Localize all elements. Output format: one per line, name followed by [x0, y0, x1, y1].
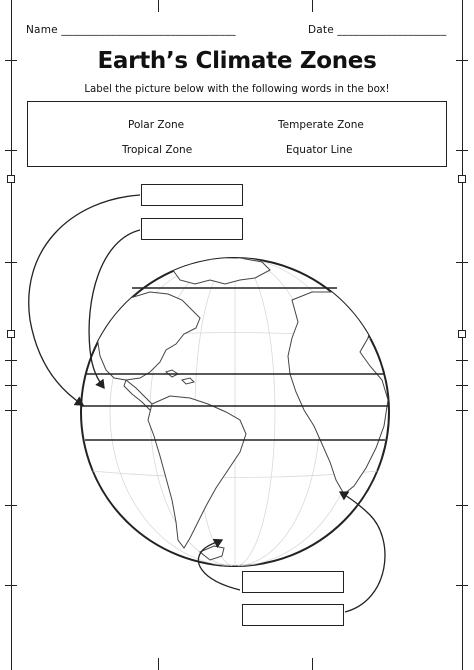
word-bank-item-equator-line: Equator Line [286, 144, 353, 156]
word-bank-item-tropical-zone: Tropical Zone [122, 144, 193, 156]
date-field[interactable]: Date ____________________ [308, 24, 447, 36]
word-bank-item-polar-zone: Polar Zone [128, 119, 185, 131]
answer-box-3[interactable] [242, 571, 344, 593]
name-field[interactable]: Name ________________________________ [26, 24, 236, 36]
page-title: Earth’s Climate Zones [97, 48, 377, 74]
answer-box-1[interactable] [141, 184, 243, 206]
instructions-text: Label the picture below with the following words in the box! [84, 84, 390, 95]
word-bank-item-temperate-zone: Temperate Zone [278, 119, 364, 131]
answer-box-2[interactable] [141, 218, 243, 240]
answer-box-4[interactable] [242, 604, 344, 626]
